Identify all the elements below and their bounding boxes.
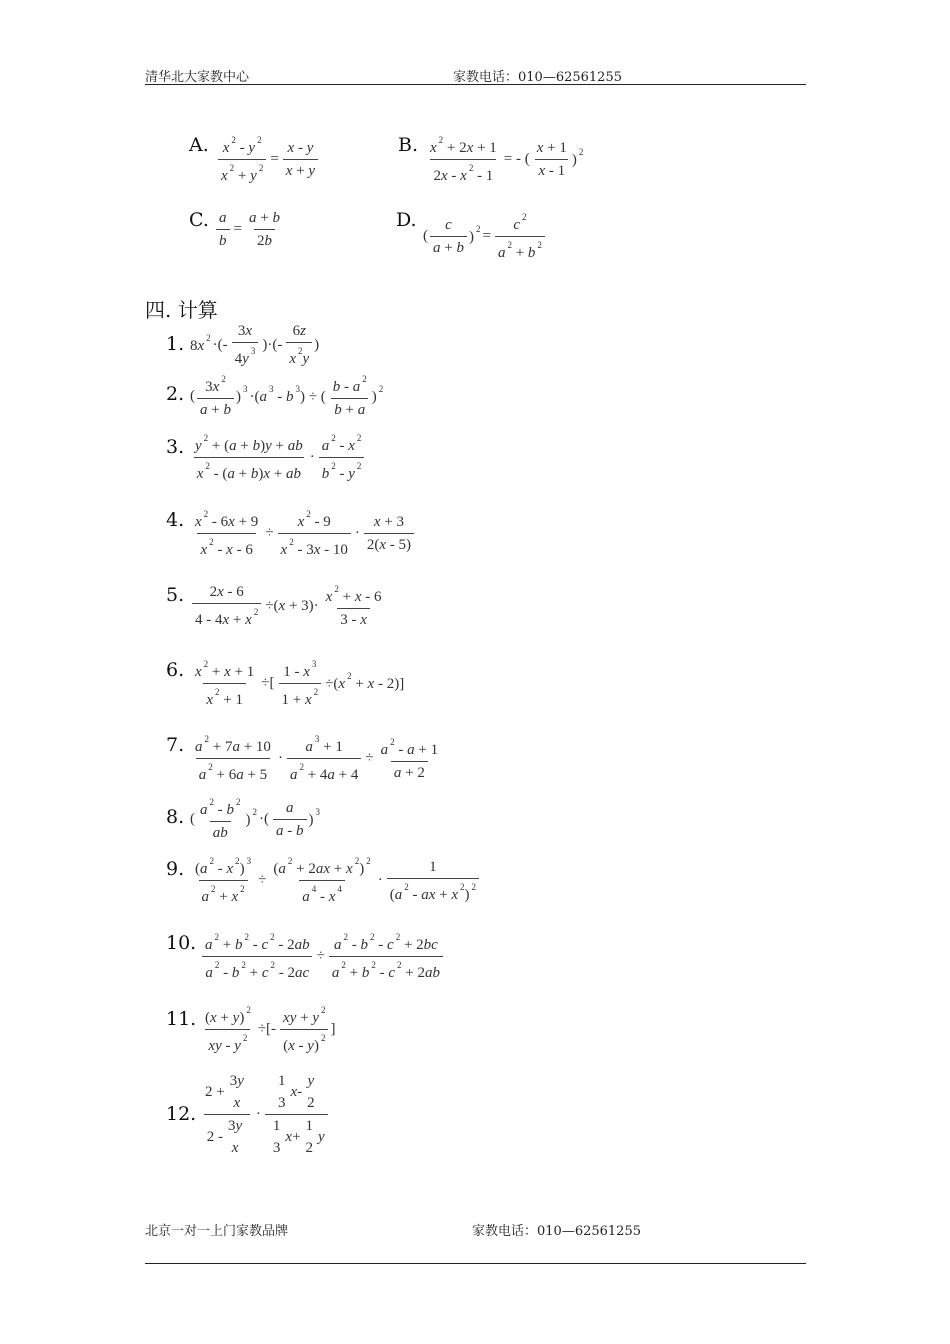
problem-10-expression: $\frac{a ^2 + b ^2 - c ^2 - 2ab}{a ^2 - b ^2 + c ^2 - 2ac}$ ÷ $\frac{a ^2 - b ^2 - c ^2 + 2bc}{a ^2 + b ^2 - c ^2 + 2ab}$ [200, 931, 445, 982]
problem-11-number: 11. [166, 1008, 197, 1030]
option-a-label: A. [189, 134, 209, 156]
problem-6-number: 6. [166, 659, 185, 681]
problem-2-expression: ( 3x $^2$ a + b ) $^3$ ·(a $^3$ - b $^3$) ÷ ( b - a $^2$ b + a ) $^2$ [190, 374, 384, 418]
problem-12-expression: 2 + 3y x 2 - 3y x · 1 3 x - y 2 1 3 x + 1 2 y [200, 1072, 330, 1157]
option-b-label: B. [398, 134, 419, 156]
problem-10-number: 10. [166, 932, 197, 954]
problem-5-expression: $\frac{2x - 6}{4 - 4x + x ^2}$ ÷(x + 3)· x $^2$ + x - 6 3 - x [190, 583, 386, 629]
problem-9-number: 9. [166, 858, 185, 880]
header-left: 清华北大家教中心 [145, 70, 250, 85]
option-a-expression: $\frac{x ^2 - y ^2}{x ^2 + y ^2}$ = $\frac{x - y}{x + y}$ [216, 134, 320, 185]
footer-rule [145, 1263, 806, 1264]
section-title: 四. 计算 [145, 298, 218, 322]
problem-1-expression: 8x $^2$ ·(- 3x 4y $^3$ )·(- 6z x $^2$y ) [190, 323, 320, 367]
option-d-expression: ( c a + b ) $^2$ = $\frac{c ^2}{a ^2 + b ^2}$ [423, 211, 547, 262]
problem-6-expression: $\frac{x ^2 + x + 1}{x ^2 + 1}$ ÷[ $\frac{1 - x ^3}{1 + x ^2}$ ÷(x $^2$ + x - 2)] [195, 659, 405, 708]
problem-8-number: 8. [166, 806, 185, 828]
problem-7-number: 7. [166, 734, 185, 756]
problem-5-number: 5. [166, 584, 185, 606]
problem-8-expression: ( a $^2$ - b $^2$ ab ) $^2$ ·( a a - b ) $^3$ [190, 797, 320, 841]
problem-3-number: 3. [166, 436, 185, 458]
option-d-label: D. [396, 209, 417, 231]
problem-11-expression: $\frac{(x + y) ^2}{xy - y ^2}$ ÷[- xy + y $^2$ (x - y) $^2$ ] [205, 1005, 336, 1054]
header-right: 家教电话：010—62561255 [453, 70, 622, 85]
problem-4-number: 4. [166, 509, 185, 531]
footer-left: 北京一对一上门家教品牌 [145, 1224, 289, 1239]
header-rule [145, 84, 806, 85]
option-b-expression: $\frac{x ^2 + 2x + 1}{2x - x ^2 - 1}$ = - ( x + 1 x - 1 ) $^2$ [430, 135, 584, 184]
problem-2-number: 2. [166, 383, 185, 405]
footer-right: 家教电话：010—62561255 [472, 1224, 641, 1239]
problem-12-number: 12. [166, 1103, 197, 1125]
problem-9-expression: $\frac{(a ^2 - x ^2) ^3}{a ^2 + x ^2}$ ÷ $\frac{(a ^2 + 2ax + x ^2) ^2}{a ^4 - x ^4}$ · 1 (a $^2$ - ax + x $^2$) $^2$ [190, 855, 481, 906]
problem-4-expression: $\frac{x ^2 - 6x + 9}{x ^2 - x - 6}$ ÷ $\frac{x ^2 - 9}{x ^2 - 3x - 10}$ · x + 3 2(x - 5) [190, 508, 416, 559]
option-c-expression: $\frac{a}{b}$ = $\frac{a + b}{2b}$ [214, 209, 285, 250]
problem-3-expression: y $^2$ + (a + b)y + ab x $^2$ - (a + b)x + ab · a $^2$ - x $^2$ b $^2$ - y $^2$ [190, 432, 366, 483]
problem-7-expression: a $^2$ + 7a + 10 a $^2$ + 6a + 5 · $\frac{a ^3 + 1}{a ^2 + 4a + 4}$ ÷ $\frac{a ^2 - a + 1}{a + 2}$ [195, 734, 439, 783]
problem-1-number: 1. [166, 333, 185, 355]
option-c-label: C. [189, 209, 209, 231]
